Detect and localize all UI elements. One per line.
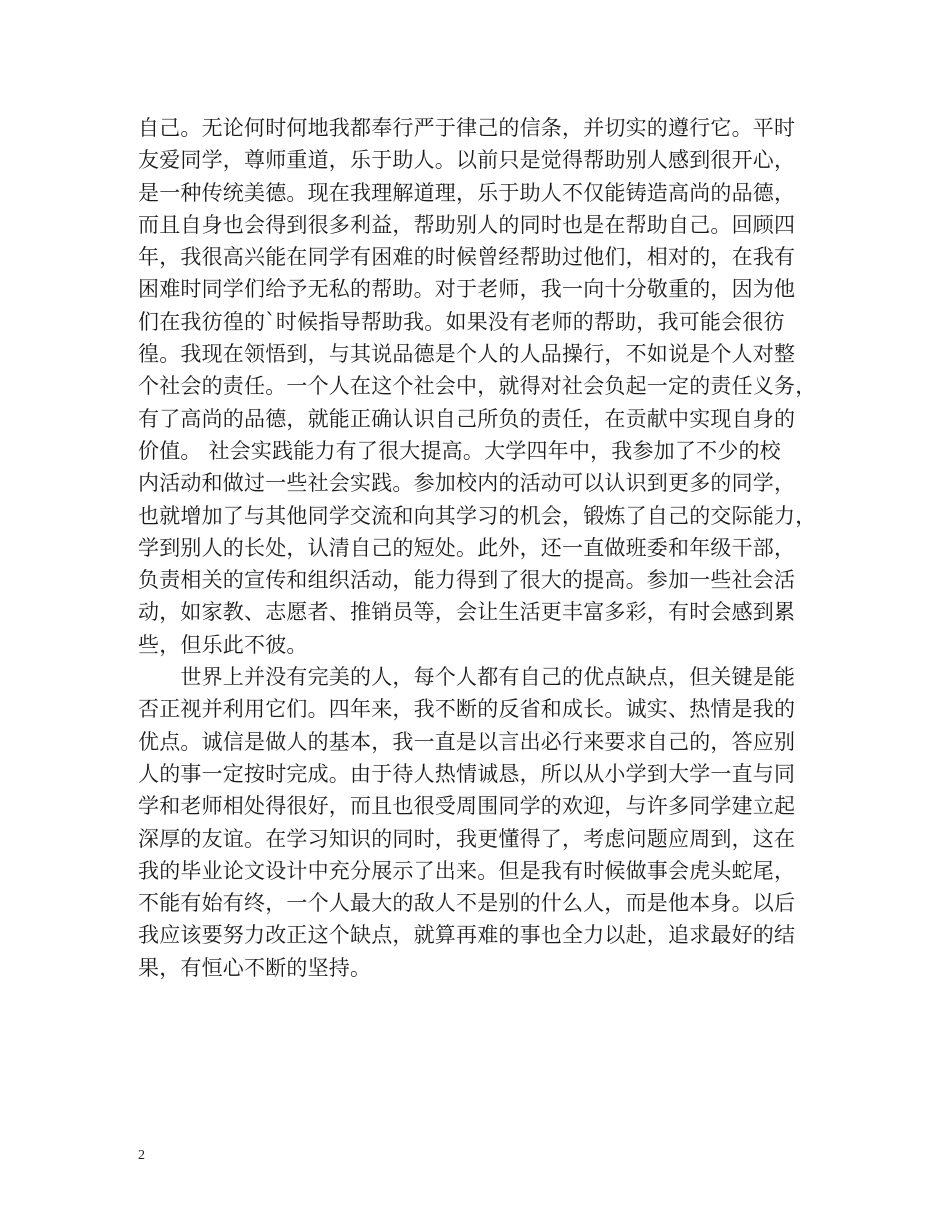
text-line: 我应该要努力改正这个缺点，就算再难的事也全力以赴，追求最好的结: [138, 923, 796, 948]
text-line: 不能有始有终，一个人最大的敌人不是别的什么人，而是他本身。以后: [138, 891, 796, 916]
text-line: 学到别人的长处，认清自己的短处。此外，还一直做班委和年级干部，: [138, 535, 796, 560]
text-line: 年，我很高兴能在同学有困难的时候曾经帮助过他们，相对的，在我有: [138, 245, 796, 270]
page-number: 2: [138, 1148, 145, 1163]
text-line: 果，有恒心不断的坚持。: [138, 955, 372, 980]
text-line: 负责相关的宣传和组织活动，能力得到了很大的提高。参加一些社会活: [138, 568, 796, 593]
text-line: 也就增加了与其他同学交流和向其学习的机会，锻炼了自己的交际能力，: [138, 503, 817, 528]
text-line: 我的毕业论文设计中充分展示了出来。但是我有时候做事会虎头蛇尾，: [138, 858, 796, 883]
text-line: 价值。 社会实践能力有了很大提高。大学四年中，我参加了不少的校: [138, 438, 781, 463]
text-line: 自己。无论何时何地我都奉行严于律己的信条，并切实的遵行它。平时: [138, 116, 796, 140]
text-line: 些，但乐此不彼。: [138, 632, 308, 657]
text-line: 人的事一定按时完成。由于待人热情诚恳，所以从小学到大学一直与同: [138, 761, 796, 786]
text-line: 否正视并利用它们。四年来，我不断的反省和成长。诚实、热情是我的: [138, 697, 796, 722]
text-line: 有了高尚的品德，就能正确认识自己所负的责任，在贡献中实现自身的: [138, 406, 796, 431]
text-line: 困难时同学们给予无私的帮助。对于老师，我一向十分敬重的，因为他: [138, 277, 796, 302]
text-line: 深厚的友谊。在学习知识的同时，我更懂得了，考虑问题应周到，这在: [138, 826, 796, 851]
text-line: 优点。诚信是做人的基本，我一直是以言出必行来要求自己的，答应别: [138, 729, 796, 754]
body-text: [138, 112, 828, 984]
text-line: 世界上并没有完美的人，每个人都有自己的优点缺点，但关键是能: [138, 665, 796, 690]
text-line: 动，如家教、志愿者、推销员等，会让生活更丰富多彩，有时会感到累: [138, 600, 796, 625]
text-line: 内活动和做过一些社会实践。参加校内的活动可以认识到更多的同学，: [138, 471, 796, 496]
text-line: 而且自身也会得到很多利益，帮助别人的同时也是在帮助自己。回顾四: [138, 212, 796, 237]
text-line: 友爱同学，尊师重道，乐于助人。以前只是觉得帮助别人感到很开心，: [138, 148, 796, 173]
text-line: 徨。我现在领悟到，与其说品德是个人的人品操行，不如说是个人对整: [138, 342, 796, 367]
text-line: 学和老师相处得很好，而且也很受周围同学的欢迎，与许多同学建立起: [138, 794, 796, 819]
text-line: 是一种传统美德。现在我理解道理，乐于助人不仅能铸造高尚的品德，: [138, 180, 796, 205]
text-line: 们在我彷徨的`时候指导帮助我。如果没有老师的帮助，我可能会很彷: [138, 309, 785, 334]
text-line: 个社会的责任。一个人在这个社会中，就得对社会负起一定的责任义务，: [138, 374, 817, 399]
